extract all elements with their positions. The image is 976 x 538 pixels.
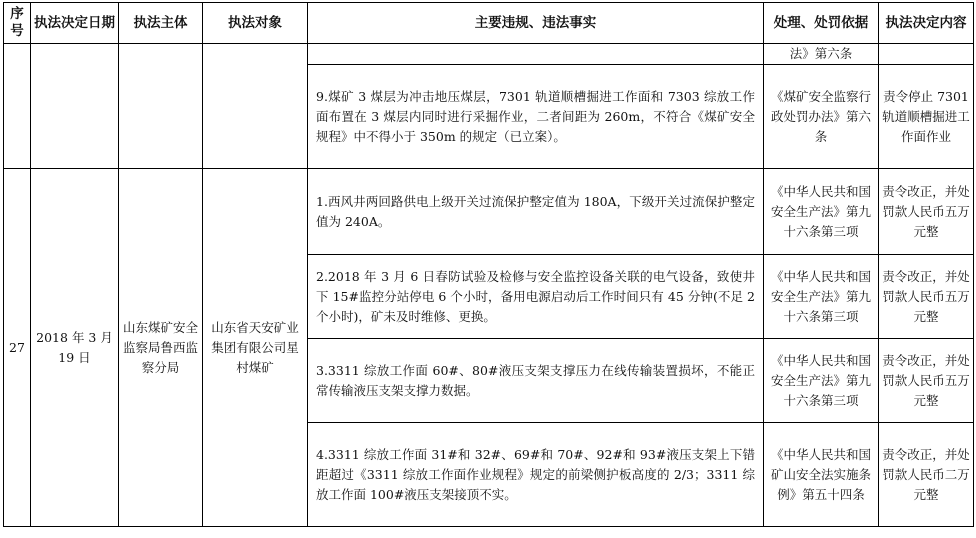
result-cell-2: 责令改正，并处罚款人民币五万元整 (879, 255, 974, 339)
header-basis: 处理、处罚依据 (764, 3, 879, 44)
date-cell-prev (31, 44, 119, 169)
header-date: 执法决定日期 (31, 3, 119, 44)
target-cell: 山东省天安矿业集团有限公司星村煤矿 (203, 169, 308, 527)
target-cell-prev (203, 44, 308, 169)
enforcement-table (3, 2, 974, 527)
basis-cell-continued: 法》第六条 (764, 44, 879, 65)
result-cell-continued (879, 44, 974, 65)
basis-cell-1: 《中华人民共和国安全生产法》第九十六条第三项 (764, 169, 879, 255)
seq-cell-prev (4, 44, 31, 169)
header-seq: 序号 (4, 3, 31, 44)
fact-cell-continued (308, 44, 764, 65)
fact-cell-9: 9.煤矿 3 煤层为冲击地压煤层，7301 轨道顺槽掘进工作面和 7303 综放工作面布置在 3 煤层内同时进行采掘作业，二者间距为 260m，不符合《煤矿安全规程》中不得小于 350m 的规定（已立案）。 (308, 65, 764, 169)
seq-cell: 27 (4, 169, 31, 527)
basis-cell-9: 《煤矿安全监察行政处罚办法》第六条 (764, 65, 879, 169)
fact-cell-2: 2.2018 年 3 月 6 日春防试验及检修与安全监控设备关联的电气设备，致使井下 15#监控分站停电 6 个小时，备用电源启动后工作时间只有 45 分钟(不足 2 个小时)，矿未及时维修、更换。 (308, 255, 764, 339)
fact-cell-3: 3.3311 综放工作面 60#、80#液压支架支撑压力在线传输装置损坏，不能正常传输液压支架支撑力数据。 (308, 339, 764, 423)
result-cell-3: 责令改正，并处罚款人民币五万元整 (879, 339, 974, 423)
date-cell: 2018 年 3 月 19 日 (31, 169, 119, 527)
header-facts: 主要违规、违法事实 (308, 3, 764, 44)
fact-cell-1: 1.西风井两回路供电上级开关过流保护整定值为 180A，下级开关过流保护整定值为 240A。 (308, 169, 764, 255)
table-row (4, 169, 974, 255)
result-cell-9: 责令停止 7301 轨道顺槽掘进工作面作业 (879, 65, 974, 169)
basis-cell-4: 《中华人民共和国矿山安全法实施条例》第五十四条 (764, 423, 879, 527)
header-agency: 执法主体 (119, 3, 203, 44)
table-row (4, 44, 974, 65)
basis-cell-2: 《中华人民共和国安全生产法》第九十六条第三项 (764, 255, 879, 339)
header-row (4, 3, 974, 44)
header-target: 执法对象 (203, 3, 308, 44)
result-cell-4: 责令改正，并处罚款人民币二万元整 (879, 423, 974, 527)
header-result: 执法决定内容 (879, 3, 974, 44)
agency-cell-prev (119, 44, 203, 169)
fact-cell-4: 4.3311 综放工作面 31#和 32#、69#和 70#、92#和 93#液压支架上下错距超过《3311 综放工作面作业规程》规定的前梁侧护板高度的 2/3；3311 综放工作面 100#液压支架接顶不实。 (308, 423, 764, 527)
result-cell-1: 责令改正，并处罚款人民币五万元整 (879, 169, 974, 255)
basis-cell-3: 《中华人民共和国安全生产法》第九十六条第三项 (764, 339, 879, 423)
agency-cell: 山东煤矿安全监察局鲁西监察分局 (119, 169, 203, 527)
